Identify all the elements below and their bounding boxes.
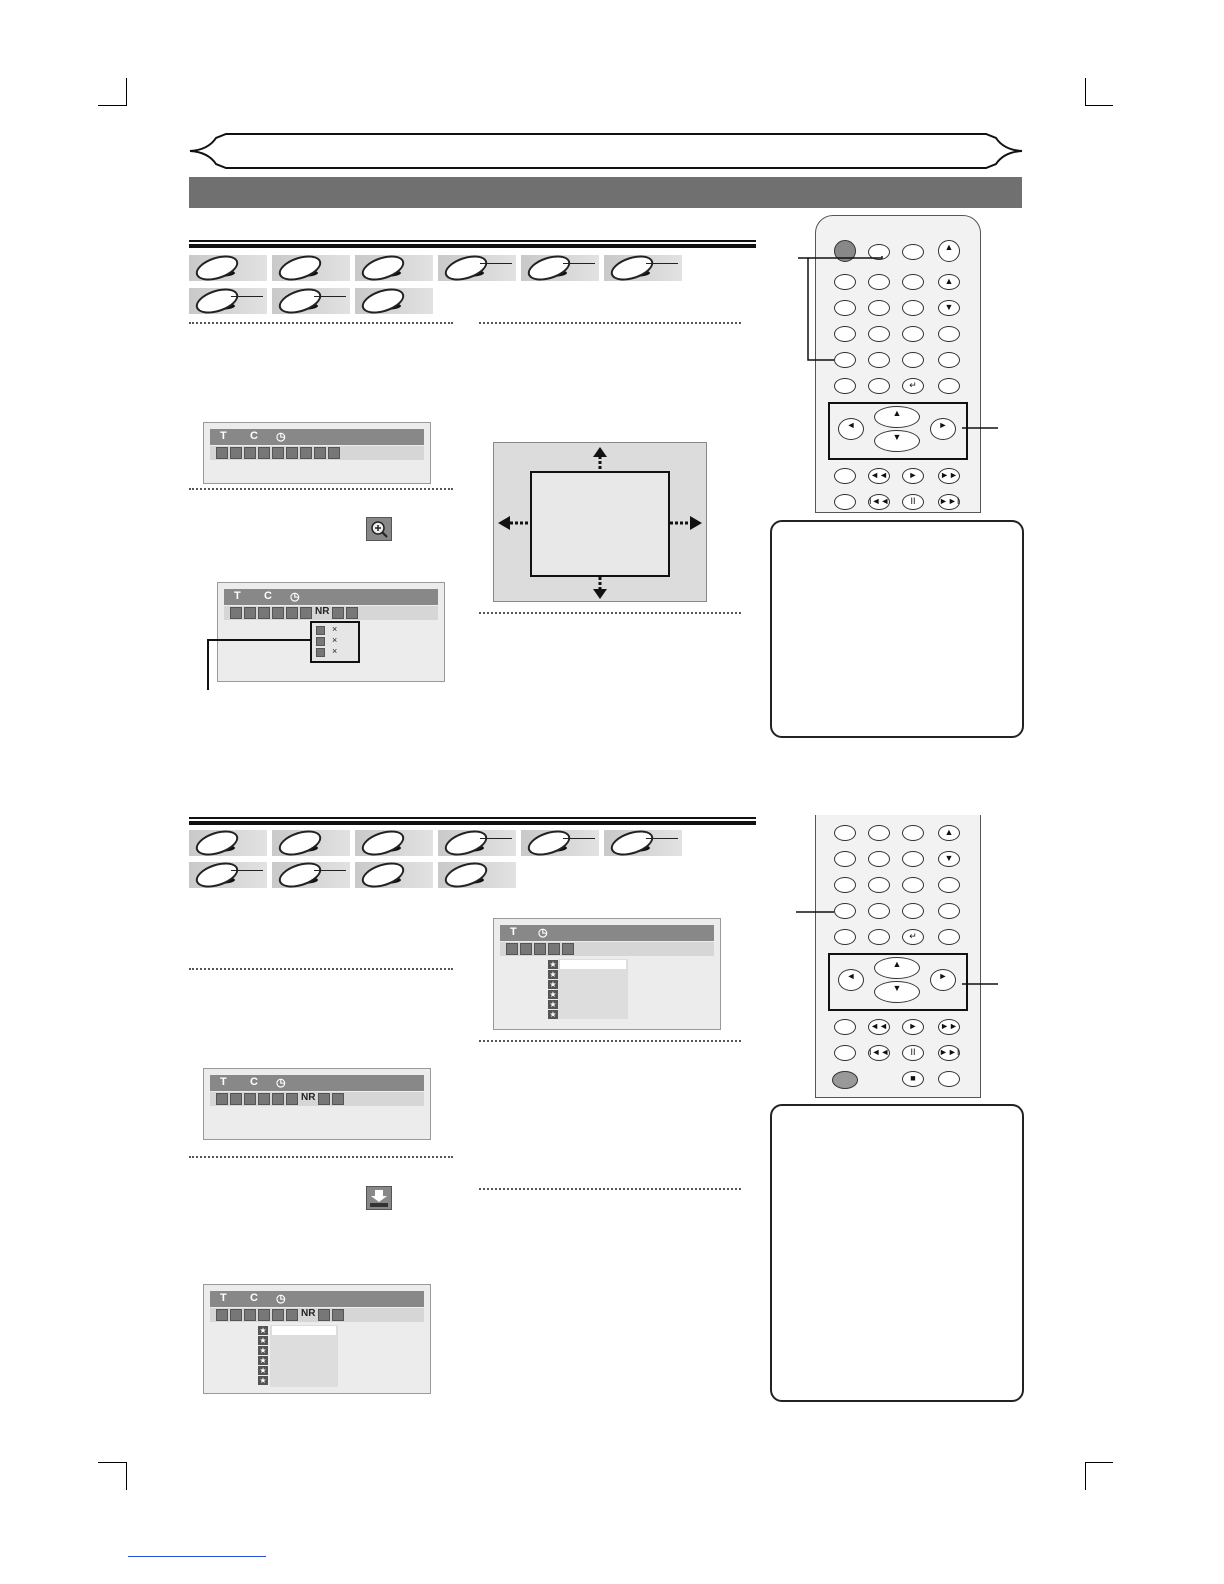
- disc-icon: [521, 830, 599, 856]
- chapter-mark: C: [250, 1292, 258, 1304]
- star-icon: ★: [259, 1356, 267, 1365]
- left-button[interactable]: ◄: [838, 969, 864, 991]
- remote-button[interactable]: [834, 877, 856, 893]
- footer-link-underline: [128, 1556, 266, 1557]
- step-divider: [479, 612, 741, 614]
- disc-icon: [272, 862, 350, 888]
- step-divider: [189, 488, 453, 490]
- play-button[interactable]: ►: [902, 1019, 924, 1035]
- crop-mark: [126, 1462, 127, 1490]
- rewind-button[interactable]: ◄◄: [868, 468, 890, 484]
- skip-forward-button[interactable]: ►►I: [938, 494, 960, 510]
- subsection-rule: [189, 821, 756, 825]
- remote-button[interactable]: [834, 494, 856, 510]
- down-button[interactable]: ▼: [874, 981, 920, 1003]
- remote-note-box: [770, 520, 1024, 738]
- disc-icon: [521, 255, 599, 281]
- star-icon: ★: [259, 1336, 267, 1345]
- nr-label: NR: [301, 1308, 316, 1319]
- marker-icon: [548, 943, 560, 955]
- star-icon: ★: [549, 970, 557, 979]
- zoom-icon: [332, 607, 344, 619]
- step-divider: [479, 1188, 741, 1190]
- pause-button[interactable]: II: [902, 494, 924, 510]
- title-mark: T: [220, 430, 227, 442]
- star-icon: ★: [549, 960, 557, 969]
- osd-marker-screen: [203, 1284, 431, 1394]
- step-divider: [189, 1156, 453, 1158]
- fast-forward-button[interactable]: ►►: [938, 1019, 960, 1035]
- section-title-bar: [189, 177, 1022, 208]
- right-button[interactable]: ►: [930, 969, 956, 991]
- remote-button[interactable]: [834, 825, 856, 841]
- star-icon: ★: [259, 1326, 267, 1335]
- nr-label: NR: [315, 606, 330, 617]
- disc-icon: [355, 288, 433, 314]
- clock-icon: ◷: [276, 431, 286, 443]
- up-small-button[interactable]: ▲: [938, 274, 960, 290]
- right-button[interactable]: ►: [930, 418, 956, 440]
- pan-diagram: [493, 442, 707, 602]
- clock-icon: ◷: [276, 1077, 286, 1089]
- title-mark: T: [220, 1076, 227, 1088]
- disc-icon: [438, 862, 516, 888]
- stop-button[interactable]: ■: [902, 1071, 924, 1087]
- disc-icon: [272, 288, 350, 314]
- skip-back-button[interactable]: I◄◄: [868, 1045, 890, 1061]
- skip-forward-button[interactable]: ►►I: [938, 1045, 960, 1061]
- down-small-button[interactable]: ▼: [938, 300, 960, 316]
- down-small-button[interactable]: ▼: [938, 851, 960, 867]
- zoom-menu: × × ×: [310, 621, 360, 663]
- disc-icon: [355, 255, 433, 281]
- nr-label: NR: [301, 1092, 316, 1103]
- down-button[interactable]: ▼: [874, 430, 920, 452]
- callout-line: [200, 636, 312, 692]
- subsection-rule: [189, 244, 756, 248]
- gray-button[interactable]: [832, 1071, 858, 1089]
- title-mark: T: [234, 590, 241, 602]
- up-button[interactable]: ▲: [874, 957, 920, 979]
- disc-icon: [189, 862, 267, 888]
- left-button[interactable]: ◄: [838, 418, 864, 440]
- clock-icon: ◷: [290, 591, 300, 603]
- clock-icon: ◷: [276, 1293, 286, 1305]
- star-icon: ★: [549, 980, 557, 989]
- disc-icon: [272, 830, 350, 856]
- disc-icon: [438, 255, 516, 281]
- crop-mark: [1085, 105, 1113, 106]
- remote-button[interactable]: [834, 851, 856, 867]
- crop-mark: [98, 1462, 126, 1463]
- osd-screen: [203, 1068, 431, 1140]
- eject-button[interactable]: ▲: [938, 240, 960, 262]
- clock-icon: ◷: [538, 927, 548, 939]
- crop-mark: [126, 78, 127, 106]
- disc-icon: [189, 830, 267, 856]
- disc-icon: [604, 830, 682, 856]
- star-icon: ★: [259, 1366, 267, 1375]
- disc-icon: [189, 255, 267, 281]
- star-icon: ★: [549, 1010, 557, 1019]
- star-icon: ★: [549, 1000, 557, 1009]
- return-button[interactable]: ↵: [902, 929, 924, 945]
- fast-forward-button[interactable]: ►►: [938, 468, 960, 484]
- remote-callout-lines: [794, 904, 1014, 994]
- remote-button[interactable]: [834, 1045, 856, 1061]
- remote-button[interactable]: [902, 825, 924, 841]
- remote-button[interactable]: [868, 877, 890, 893]
- up-small-button[interactable]: ▲: [938, 825, 960, 841]
- disc-icon: [355, 830, 433, 856]
- marker-icon: [286, 1309, 298, 1321]
- title-mark: T: [510, 926, 517, 938]
- remote-button[interactable]: [868, 851, 890, 867]
- subsection-rule: [189, 240, 756, 242]
- remote-button[interactable]: [902, 851, 924, 867]
- crop-mark: [1085, 1462, 1113, 1463]
- remote-button[interactable]: [902, 877, 924, 893]
- crop-mark: [1085, 1462, 1086, 1490]
- remote-button[interactable]: [938, 877, 960, 893]
- pause-button[interactable]: II: [902, 1045, 924, 1061]
- crop-mark: [98, 105, 126, 106]
- star-icon: ★: [259, 1376, 267, 1385]
- crop-mark: [1085, 78, 1086, 106]
- remote-button[interactable]: [938, 1071, 960, 1087]
- subsection-rule: [189, 817, 756, 819]
- chapter-mark: C: [264, 590, 272, 602]
- osd-marker-screen: [493, 918, 721, 1030]
- up-button[interactable]: ▲: [874, 406, 920, 428]
- rewind-button[interactable]: ◄◄: [868, 1019, 890, 1035]
- disc-icon: [189, 288, 267, 314]
- remote-callout-lines: [794, 252, 1014, 442]
- zoom-icon: [216, 447, 228, 459]
- disc-icon: [438, 830, 516, 856]
- remote-button[interactable]: [834, 468, 856, 484]
- remote-button[interactable]: [834, 1019, 856, 1035]
- disc-icon: [355, 862, 433, 888]
- marker-icon: [366, 1186, 392, 1210]
- osd-screen: [203, 422, 431, 484]
- skip-back-button[interactable]: I◄◄: [868, 494, 890, 510]
- zoom-icon: [366, 517, 392, 541]
- step-divider: [479, 1040, 741, 1042]
- disc-icon: [272, 255, 350, 281]
- return-button[interactable]: ↵: [902, 378, 924, 394]
- chapter-mark: C: [250, 430, 258, 442]
- disc-icon: [604, 255, 682, 281]
- chapter-mark: C: [250, 1076, 258, 1088]
- title-mark: T: [220, 1292, 227, 1304]
- remote-note-box: [770, 1104, 1024, 1402]
- play-button[interactable]: ►: [902, 468, 924, 484]
- remote-button[interactable]: [868, 825, 890, 841]
- step-divider: [189, 322, 453, 324]
- chapter-banner: [186, 130, 1026, 172]
- star-icon: ★: [259, 1346, 267, 1355]
- step-divider: [189, 968, 453, 970]
- step-divider: [479, 322, 741, 324]
- star-icon: ★: [549, 990, 557, 999]
